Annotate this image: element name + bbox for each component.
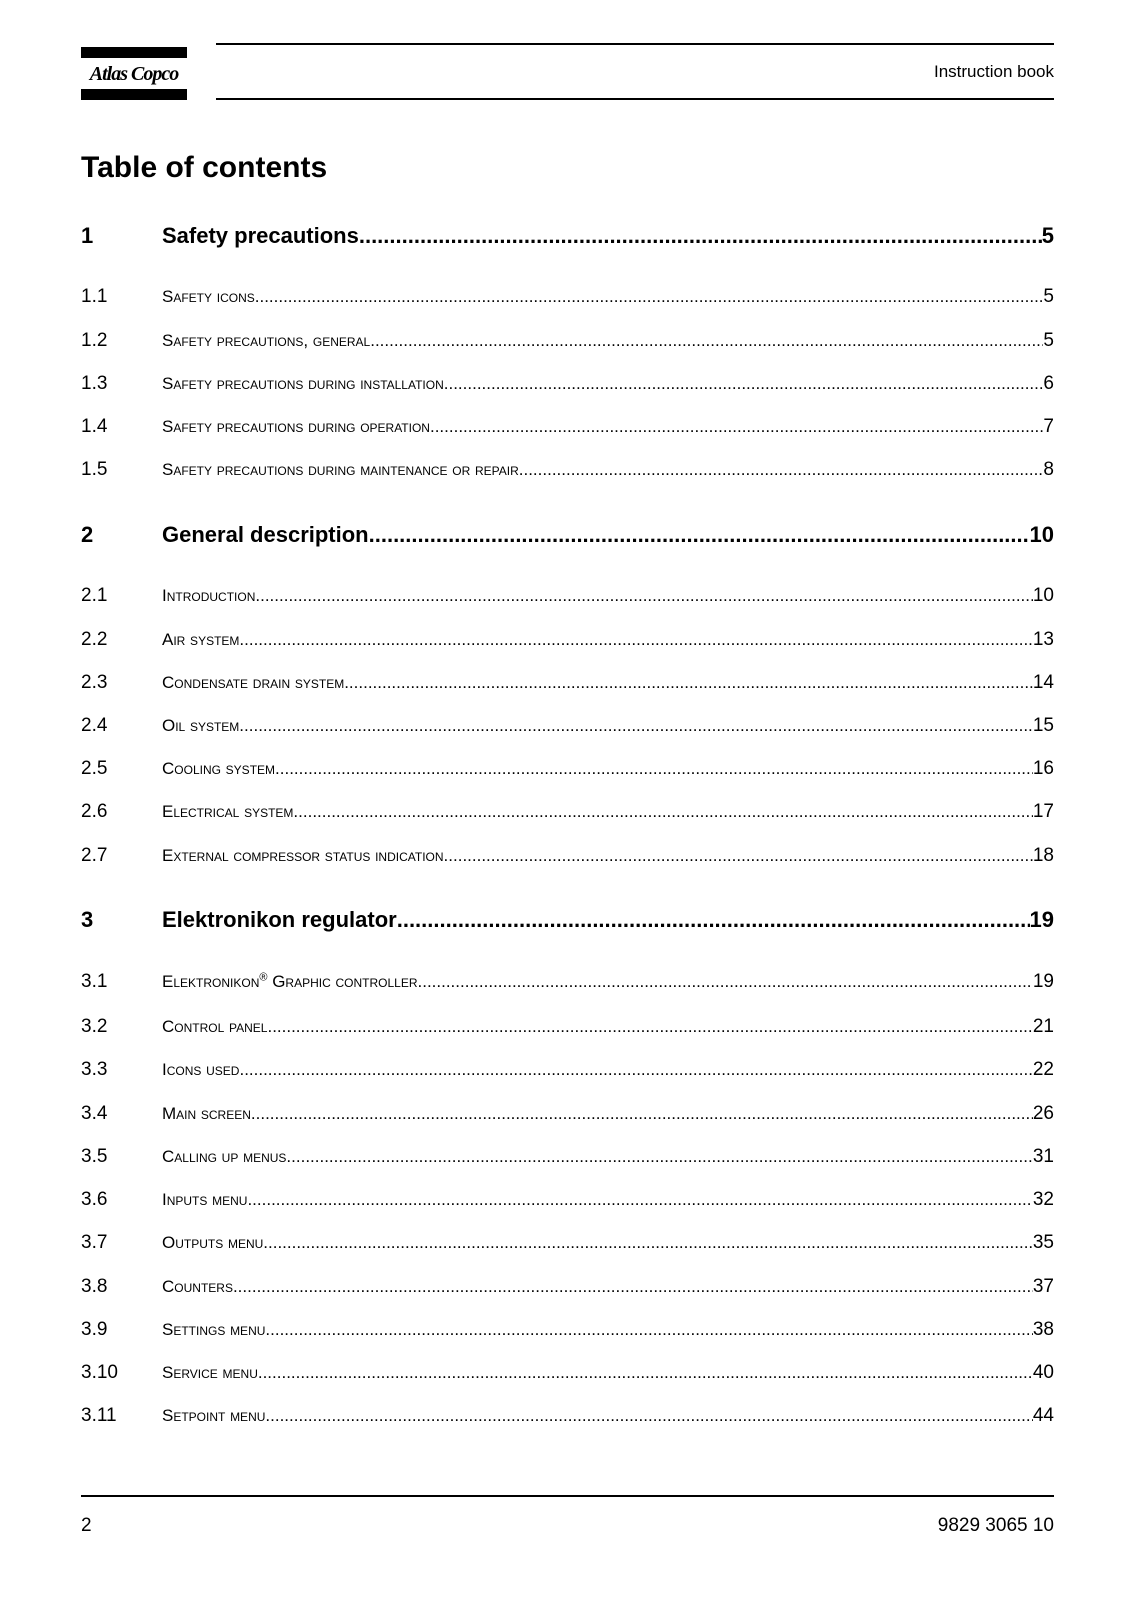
toc-entry-title-text: Settings menu xyxy=(162,1320,266,1339)
toc-entry-title-text: Air system xyxy=(162,630,240,649)
toc-entry-title xyxy=(162,907,397,933)
toc-entry-title xyxy=(162,1190,247,1210)
toc-entry-number: 3.11 xyxy=(81,1405,117,1426)
toc-entry-page: 22 xyxy=(1032,1059,1054,1080)
toc-entry-title xyxy=(162,1277,233,1297)
toc-entry-page: 5 xyxy=(1043,330,1054,351)
toc-entry-title-text: Calling up menus xyxy=(162,1147,287,1166)
toc-entry-body xyxy=(162,459,1054,481)
toc-entry-title xyxy=(162,972,418,992)
toc-entry-number: 3.7 xyxy=(81,1232,108,1253)
toc-entry-title xyxy=(162,1233,263,1253)
dot-leader xyxy=(255,287,1044,307)
dot-leader xyxy=(255,586,1032,606)
toc-entry-title-text: General description xyxy=(162,522,369,547)
dot-leader xyxy=(239,630,1032,650)
toc-entry-body xyxy=(162,330,1054,352)
toc-section-entry[interactable] xyxy=(81,715,1054,737)
toc-entry-body xyxy=(162,845,1054,867)
toc-chapter-entry[interactable] xyxy=(81,522,1054,548)
toc-entry-title xyxy=(162,630,239,650)
toc-section-entry[interactable] xyxy=(81,1146,1054,1168)
toc-entry-body xyxy=(162,1405,1054,1427)
toc-section-entry[interactable] xyxy=(81,971,1054,993)
toc-section-entry[interactable] xyxy=(81,1405,1054,1427)
toc-entry-title-text: Setpoint menu xyxy=(162,1406,266,1425)
dot-leader xyxy=(397,907,1030,933)
toc-entry-body xyxy=(162,1103,1054,1125)
toc-entry-body xyxy=(162,416,1054,438)
toc-entry-title-text: Cooling system xyxy=(162,759,276,778)
toc-entry-number: 3.1 xyxy=(81,971,108,992)
toc-entry-title xyxy=(162,223,359,249)
toc-entry-number: 3.8 xyxy=(81,1276,108,1297)
toc-section-entry[interactable] xyxy=(81,629,1054,651)
toc-entry-number: 1.5 xyxy=(81,459,108,480)
toc-entry-page: 38 xyxy=(1032,1319,1054,1340)
toc-section-entry[interactable] xyxy=(81,1276,1054,1298)
toc-entry-body xyxy=(162,1319,1054,1341)
logo-bar-bottom xyxy=(81,89,187,100)
toc-entry-number: 2 xyxy=(81,522,94,547)
dot-leader xyxy=(519,460,1044,480)
toc-entry-title xyxy=(162,846,444,866)
toc-entry-page: 31 xyxy=(1032,1146,1054,1167)
toc-entry-title-text: Safety precautions during operation xyxy=(162,417,430,436)
toc-entry-title xyxy=(162,673,344,693)
toc-entry-body xyxy=(162,629,1054,651)
dot-leader xyxy=(263,1233,1033,1253)
page-number: 2 xyxy=(81,1515,92,1536)
toc-entry-page: 16 xyxy=(1032,758,1054,779)
toc-entry-title xyxy=(162,1017,267,1037)
logo-bar-top xyxy=(81,47,187,58)
toc-section-entry[interactable] xyxy=(81,1189,1054,1211)
toc-entry-number: 2.5 xyxy=(81,758,108,779)
header-rule-bottom xyxy=(216,98,1054,100)
toc-entry-body xyxy=(162,715,1054,737)
toc-entry-page: 19 xyxy=(1032,971,1054,992)
toc-entry-title xyxy=(162,1320,265,1340)
document-number: 9829 3065 10 xyxy=(937,1515,1054,1536)
toc-section-entry[interactable] xyxy=(81,1059,1054,1081)
toc-chapter-entry[interactable] xyxy=(81,223,1054,249)
toc-entry-number: 3.6 xyxy=(81,1189,108,1210)
toc-entry-page: 8 xyxy=(1043,459,1054,480)
toc-entry-body xyxy=(162,907,1054,933)
toc-entry-title xyxy=(162,1060,239,1080)
toc-entry-title-text: Icons used xyxy=(162,1060,240,1079)
toc-entry-title xyxy=(162,1406,265,1426)
registered-mark: ® xyxy=(259,971,268,984)
toc-entry-body xyxy=(162,522,1054,548)
toc-entry-title-text: Control panel xyxy=(162,1017,268,1036)
logo-text: Atlas Copco xyxy=(89,63,179,85)
toc-entry-number: 3.9 xyxy=(81,1319,108,1340)
toc-entry-title xyxy=(162,417,430,437)
toc-entry-title-text: Safety precautions during maintenance or repair xyxy=(162,460,519,479)
dot-leader xyxy=(247,1190,1032,1210)
toc-entry-title-text: Oil system xyxy=(162,716,240,735)
toc-entry-title xyxy=(162,331,370,351)
toc-entry-page: 6 xyxy=(1043,373,1054,394)
dot-leader xyxy=(286,1147,1032,1167)
footer-rule xyxy=(81,1495,1054,1497)
toc-entry-page: 18 xyxy=(1032,845,1054,866)
dot-leader xyxy=(258,1363,1033,1383)
toc-entry-number: 3.10 xyxy=(81,1362,118,1383)
document-type: Instruction book xyxy=(933,62,1054,81)
toc-entry-title-text: Introduction xyxy=(162,586,256,605)
toc-entry-title xyxy=(162,287,255,307)
dot-leader xyxy=(430,417,1043,437)
toc-entry-title xyxy=(162,522,369,548)
toc-entry-page: 14 xyxy=(1032,672,1054,693)
toc-entry-number: 3 xyxy=(81,907,94,932)
toc-section-entry[interactable] xyxy=(81,330,1054,352)
toc-entry-page: 37 xyxy=(1032,1276,1054,1297)
dot-leader xyxy=(444,374,1044,394)
toc-entry-title xyxy=(162,1104,251,1124)
dot-leader xyxy=(418,972,1033,992)
toc-entry-title-text: Condensate drain system xyxy=(162,673,345,692)
toc-entry-title-text: Safety precautions during installation xyxy=(162,374,444,393)
toc-entry-title xyxy=(162,716,239,736)
toc-entry-title-text: Inputs menu xyxy=(162,1190,248,1209)
toc-entry-body xyxy=(162,1362,1054,1384)
dot-leader xyxy=(369,522,1030,548)
toc-entry-number: 2.6 xyxy=(81,801,108,822)
dot-leader xyxy=(251,1104,1033,1124)
toc-entry-body xyxy=(162,758,1054,780)
toc-entry-page: 32 xyxy=(1032,1189,1054,1210)
toc-entry-page: 19 xyxy=(1029,907,1054,932)
toc-section-entry[interactable] xyxy=(81,1232,1054,1254)
dot-leader xyxy=(370,331,1043,351)
dot-leader xyxy=(359,223,1042,249)
toc-entry-page: 40 xyxy=(1032,1362,1054,1383)
toc-chapter-entry[interactable] xyxy=(81,907,1054,933)
toc-entry-title-text: Safety precautions xyxy=(162,223,359,248)
dot-leader xyxy=(293,802,1032,822)
toc-entry-number: 2.1 xyxy=(81,585,108,606)
toc-entry-page: 35 xyxy=(1032,1232,1054,1253)
toc-entry-number: 2.7 xyxy=(81,845,108,866)
toc-section-entry[interactable] xyxy=(81,373,1054,395)
toc-entry-number: 3.4 xyxy=(81,1103,108,1124)
company-logo xyxy=(81,47,187,100)
toc-section-entry[interactable] xyxy=(81,585,1054,607)
toc-section-entry[interactable] xyxy=(81,459,1054,481)
toc-section-entry[interactable] xyxy=(81,672,1054,694)
toc-entry-body xyxy=(162,1189,1054,1211)
toc-entry-number: 3.2 xyxy=(81,1016,108,1037)
toc-section-entry[interactable] xyxy=(81,1362,1054,1384)
toc-section-entry[interactable] xyxy=(81,758,1054,780)
toc-section-entry[interactable] xyxy=(81,286,1054,308)
toc-entry-body xyxy=(162,223,1054,249)
toc-entry-body xyxy=(162,373,1054,395)
toc-entry-title xyxy=(162,374,444,394)
toc-section-entry[interactable] xyxy=(81,416,1054,438)
toc-entry-body xyxy=(162,1276,1054,1298)
toc-entry-body xyxy=(162,971,1054,993)
toc-entry-number: 1.3 xyxy=(81,373,108,394)
toc-entry-body xyxy=(162,1232,1054,1254)
toc-entry-page: 26 xyxy=(1032,1103,1054,1124)
toc-entry-page: 10 xyxy=(1032,585,1054,606)
toc-entry-number: 3.5 xyxy=(81,1146,108,1167)
toc-entry-number: 1 xyxy=(81,223,94,248)
dot-leader xyxy=(239,716,1033,736)
toc-entry-title xyxy=(162,1363,258,1383)
toc-entry-number: 2.4 xyxy=(81,715,108,736)
toc-entry-title xyxy=(162,1147,286,1167)
toc-entry-title xyxy=(162,802,293,822)
toc-entry-body xyxy=(162,1016,1054,1038)
toc-section-entry[interactable] xyxy=(81,845,1054,867)
dot-leader xyxy=(239,1060,1032,1080)
toc-entry-title-text: Elektronikon regulator xyxy=(162,907,397,932)
dot-leader xyxy=(265,1406,1032,1426)
toc-entry-page: 17 xyxy=(1032,801,1054,822)
toc-entry-page: 5 xyxy=(1041,223,1054,248)
header-rule-top xyxy=(216,43,1054,45)
toc-entry-number: 2.2 xyxy=(81,629,108,650)
toc-entry-page: 44 xyxy=(1032,1405,1054,1426)
toc-entry-title xyxy=(162,460,519,480)
toc-section-entry[interactable] xyxy=(81,1103,1054,1125)
toc-entry-title-text: Safety icons xyxy=(162,287,255,306)
toc-entry-title-text: Main screen xyxy=(162,1104,251,1123)
toc-entry-page: 15 xyxy=(1032,715,1054,736)
toc-entry-number: 1.1 xyxy=(81,286,108,307)
toc-entry-title-text: External compressor status indication xyxy=(162,846,444,865)
toc-entry-page: 5 xyxy=(1043,286,1054,307)
toc-entry-title-text: Elektronikon xyxy=(162,972,260,991)
dot-leader xyxy=(265,1320,1032,1340)
toc-section-entry[interactable] xyxy=(81,1319,1054,1341)
toc-entry-page: 21 xyxy=(1032,1016,1054,1037)
dot-leader xyxy=(233,1277,1033,1297)
toc-entry-number: 2.3 xyxy=(81,672,108,693)
toc-entry-title xyxy=(162,759,275,779)
toc-entry-title-text: Service menu xyxy=(162,1363,258,1382)
toc-section-entry[interactable] xyxy=(81,1016,1054,1038)
toc-entry-title-text: Counters xyxy=(162,1277,233,1296)
toc-entry-body xyxy=(162,286,1054,308)
toc-entry-page: 10 xyxy=(1029,522,1054,547)
toc-entry-body xyxy=(162,1146,1054,1168)
toc-entry-page: 13 xyxy=(1032,629,1054,650)
page-title: Table of contents xyxy=(81,151,328,184)
toc-entry-title-text: Outputs menu xyxy=(162,1233,264,1252)
dot-leader xyxy=(444,846,1033,866)
toc-entry-title-text: Safety precautions, general xyxy=(162,331,371,350)
toc-entry-body xyxy=(162,585,1054,607)
toc-entry-number: 3.3 xyxy=(81,1059,108,1080)
toc-entry-title-suffix: Graphic controller xyxy=(267,972,418,991)
toc-section-entry[interactable] xyxy=(81,801,1054,823)
toc-entry-body xyxy=(162,672,1054,694)
toc-entry-title xyxy=(162,586,255,606)
dot-leader xyxy=(344,673,1033,693)
toc-entry-number: 1.2 xyxy=(81,330,108,351)
toc-entry-body xyxy=(162,801,1054,823)
toc-entry-number: 1.4 xyxy=(81,416,108,437)
dot-leader xyxy=(275,759,1033,779)
toc-entry-page: 7 xyxy=(1043,416,1054,437)
toc-entry-body xyxy=(162,1059,1054,1081)
toc-entry-title-text: Electrical system xyxy=(162,802,294,821)
dot-leader xyxy=(267,1017,1032,1037)
